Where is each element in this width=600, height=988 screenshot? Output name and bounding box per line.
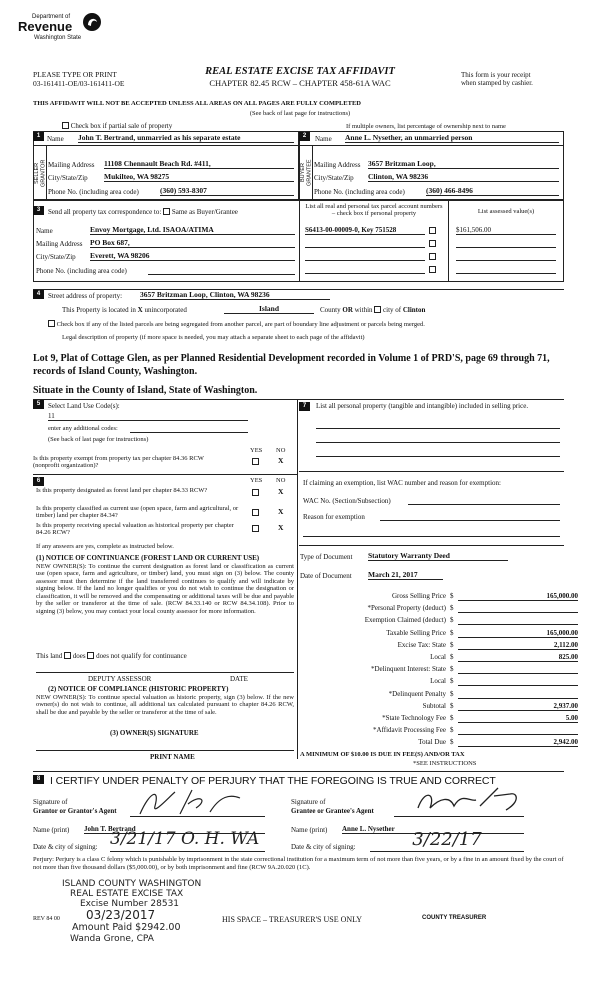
seller-mailing-label: Mailing Address xyxy=(48,161,95,169)
county-city-row xyxy=(320,306,425,314)
wac-field[interactable] xyxy=(408,496,560,505)
logo-swirl-icon xyxy=(82,12,102,32)
buyer-mailing-label: Mailing Address xyxy=(314,161,361,169)
fee-value-field[interactable] xyxy=(458,616,578,625)
personal-property-label: List all personal property (tangible and intangible) included in selling price. xyxy=(316,402,529,410)
segregated-label: Check box if any of the listed parcels are being segregated from another parcel, are part of boundary line adjustment or parcels being merged. xyxy=(56,321,425,328)
personal-property-line-1[interactable] xyxy=(316,428,560,429)
city-of-label: city of xyxy=(383,306,402,314)
located-row xyxy=(62,306,187,314)
fee-row xyxy=(300,616,592,626)
fee-row xyxy=(300,738,592,748)
dollar-sign: $ xyxy=(450,714,454,722)
grantee-sig-label-1: Signature of xyxy=(291,798,326,806)
street-address-field[interactable]: 3657 Britzman Loop, Clinton, WA 98236 xyxy=(140,291,330,300)
notice-2-title: (2) NOTICE OF COMPLIANCE (HISTORIC PROPERTY) xyxy=(48,685,229,693)
fee-row xyxy=(300,665,592,675)
see-back-note: (See back of last page for instructions) xyxy=(249,110,351,117)
reason-field-1[interactable] xyxy=(380,512,560,521)
grantee-agent-label: Grantee or Grantee's Agent xyxy=(291,807,374,815)
fee-label: Total Due xyxy=(418,738,446,747)
continuance-row xyxy=(36,652,187,660)
s6-yes-header: YES xyxy=(250,477,263,484)
seller-phone-label: Phone No. (including area code) xyxy=(48,188,139,196)
dollar-sign: $ xyxy=(450,592,454,600)
buyer-phone-label: Phone No. (including area code) xyxy=(314,188,405,196)
parcel-number-1[interactable]: S6413-00-00009-0, Key 751528 xyxy=(305,226,425,235)
forest-yes-checkbox[interactable] xyxy=(252,489,259,496)
section-6-number: 6 xyxy=(33,477,44,486)
seller-city-field[interactable]: Mukilteo, WA 98275 xyxy=(104,173,294,182)
reason-field-2[interactable] xyxy=(303,528,560,537)
fee-value-field[interactable]: 165,000.00 xyxy=(458,592,578,601)
additional-codes-label: enter any additional codes: xyxy=(48,425,118,432)
county-label: County xyxy=(320,306,341,314)
fee-value-field[interactable]: 2,937.00 xyxy=(458,702,578,711)
grantor-name-label: Name (print) xyxy=(33,826,70,834)
parcel-number-3[interactable] xyxy=(305,252,425,261)
this-land-label: This land xyxy=(36,652,63,660)
dollar-sign: $ xyxy=(450,738,454,747)
fee-row xyxy=(300,604,592,614)
fee-row xyxy=(300,690,592,700)
dollar-sign: $ xyxy=(450,689,454,698)
assessed-header: List assessed value(s) xyxy=(477,208,535,215)
grantee-date-field[interactable]: 3/22/17 xyxy=(370,830,524,852)
section-5-number: 5 xyxy=(33,400,44,409)
notice-1-text: NEW OWNER(S): To continue the current designation as forest land or classification as current use (open space, farm and agriculture, or timber) land, you must sign on (3) below. The county assessor must then determine if the land transferred continues to qualify and will indicate by signing below. If the land no longer qualifies or you do not wish to continue the designation or classification, it will be removed and the compensating or additional taxes will be due and payable by the seller or transferor at the time of sale. (RCW 84.33.140 or RCW 84.34.108). Prior to signing (3) below, you may contact your local county assessor for more information. xyxy=(36,563,294,615)
does-checkbox[interactable] xyxy=(64,652,71,659)
perjury-statement: Perjury: Perjury is a class C felony which is punishable by imprisonment in the state correctional institution for a maximum term of not more than five years, or by a fine in an amount fixed by the court of not more than five thousand dollars ($5,000.00), or by both imprisonment and fine (RCW 9A.20.020 (1C). xyxy=(33,856,564,872)
grantee-date-label: Date & city of signing: xyxy=(291,843,356,851)
land-use-label: Select Land Use Code(s): xyxy=(48,402,120,410)
located-x-mark[interactable]: X xyxy=(137,306,143,314)
same-as-buyer-checkbox[interactable] xyxy=(163,208,170,215)
seller-name-label: Name xyxy=(47,135,64,143)
fee-row xyxy=(300,653,592,663)
s5-yes-header: YES xyxy=(250,447,263,454)
grantor-date-label: Date & city of signing: xyxy=(33,843,98,851)
fee-row xyxy=(300,714,592,724)
dollar-sign: $ xyxy=(450,604,454,613)
parcel-2-personal-checkbox[interactable] xyxy=(429,240,436,247)
segregated-row xyxy=(48,320,425,328)
dollar-sign: $ xyxy=(450,726,454,735)
multiple-owners-note: If multiple owners, list percentage of ownership next to name xyxy=(346,123,506,130)
stamp-amount: Amount Paid $2942.00 xyxy=(72,922,181,933)
assessed-value-1[interactable]: $161,506.00 xyxy=(456,226,556,235)
grantee-name-label: Name (print) xyxy=(291,826,328,834)
minimum-fee-note: A MINIMUM OF $10.00 IS DUE IN FEE(S) AND/OR TAX xyxy=(300,751,465,758)
fee-label: Exemption Claimed (deduct) xyxy=(364,616,446,625)
fee-label: Excise Tax: State xyxy=(397,640,446,649)
buyer-name-field[interactable]: Anne L. Nysether, an unmarried person xyxy=(345,134,559,143)
buyer-city-field[interactable]: Clinton, WA 98236 xyxy=(368,173,559,182)
buyer-side-label: BUYER GRANTEE xyxy=(300,159,313,187)
parcel-header: List all real and personal tax parcel account numbers – check box if personal property xyxy=(305,203,443,218)
send-correspondence-label: Send all property tax correspondence to: xyxy=(48,208,162,216)
fee-label: Taxable Selling Price xyxy=(386,628,446,637)
s3-mailing-label: Mailing Address xyxy=(36,240,83,248)
s6-no-header: NO xyxy=(276,477,286,484)
county-treasurer-label: COUNTY TREASURER xyxy=(422,915,487,921)
or-label: OR xyxy=(342,306,353,314)
section-7-number: 7 xyxy=(299,402,310,411)
segregated-checkbox[interactable] xyxy=(48,320,55,327)
acceptance-notice: THIS AFFIDAVIT WILL NOT BE ACCEPTED UNLESS ALL AREAS ON ALL PAGES ARE FULLY COMPLETED xyxy=(33,100,361,107)
grantee-signature[interactable] xyxy=(410,782,530,818)
current-use-yes-checkbox[interactable] xyxy=(252,509,259,516)
print-name-label: PRINT NAME xyxy=(150,753,195,761)
dollar-sign: $ xyxy=(450,701,454,710)
dollar-sign: $ xyxy=(450,628,454,637)
forest-no-mark[interactable]: X xyxy=(278,487,284,496)
grantor-sig-label-1: Signature of xyxy=(33,798,68,806)
exemption-label: If claiming an exemption, list WAC number and reason for exemption: xyxy=(303,479,501,487)
fee-value-field[interactable] xyxy=(458,677,578,686)
logo-line-1: Department of xyxy=(32,14,71,20)
s3-phone-label: Phone No. (including area code) xyxy=(36,267,127,275)
assessed-value-4[interactable] xyxy=(456,265,556,274)
current-use-no-mark[interactable]: X xyxy=(278,507,284,516)
grantor-date-field[interactable]: 3/21/17 O. H. WA xyxy=(110,830,265,852)
s5-see-back: (See back of last page for instructions) xyxy=(48,436,149,443)
fee-value-field[interactable] xyxy=(458,604,578,613)
fee-row xyxy=(300,641,592,651)
date-label: DATE xyxy=(230,675,248,683)
dollar-sign: $ xyxy=(450,616,454,625)
fee-label: *Affidavit Processing Fee xyxy=(373,726,446,735)
fee-value-field[interactable]: 2,112.00 xyxy=(458,641,578,650)
reason-label: Reason for exemption xyxy=(303,513,365,521)
fee-value-field[interactable] xyxy=(458,690,578,699)
wac-label: WAC No. (Section/Subsection) xyxy=(303,497,391,505)
fee-label: *Personal Property (deduct) xyxy=(367,604,446,613)
fee-value-field[interactable]: 825.00 xyxy=(458,653,578,662)
historic-yes-checkbox[interactable] xyxy=(252,525,259,532)
doc-date-label: Date of Document xyxy=(300,572,352,580)
within-label: within xyxy=(354,306,373,314)
s3-phone-field[interactable] xyxy=(148,266,295,275)
form-subtitle: CHAPTER 82.45 RCW – CHAPTER 458-61A WAC xyxy=(209,78,391,88)
parcel-4-personal-checkbox[interactable] xyxy=(429,266,436,273)
treasurer-use-label: HIS SPACE – TREASURER'S USE ONLY xyxy=(222,915,363,924)
doc-type-field[interactable]: Statutory Warranty Deed xyxy=(368,552,508,561)
doc-date-field[interactable]: March 21, 2017 xyxy=(368,571,443,580)
s3-name-label: Name xyxy=(36,227,53,235)
s3-city-label: City/State/Zip xyxy=(36,253,76,261)
does-not-label: does not qualify for continuance xyxy=(96,652,187,660)
fee-label: *Delinquent Penalty xyxy=(388,689,446,698)
land-use-field[interactable]: 11 xyxy=(48,412,248,421)
buyer-phone-field[interactable]: (360) 466-8496 xyxy=(426,187,559,196)
section-3-number: 3 xyxy=(33,206,44,215)
fee-row xyxy=(300,726,592,736)
stamp-line-3: Excise Number 28531 xyxy=(80,899,180,909)
rev-label: REV 84 00 xyxy=(33,916,60,922)
located-label: This Property is located in xyxy=(62,306,136,314)
seller-phone-field[interactable]: (360) 593-8307 xyxy=(160,187,294,196)
certify-statement: I CERTIFY UNDER PENALTY OF PERJURY THAT THE FOREGOING IS TRUE AND CORRECT xyxy=(50,775,496,787)
fee-label: Subtotal xyxy=(422,701,446,710)
fee-label: *State Technology Fee xyxy=(382,714,446,722)
assessed-value-3[interactable] xyxy=(456,252,556,261)
personal-property-line-3[interactable] xyxy=(316,456,560,457)
historic-question: Is this property receiving special valuation as historical property per chapter 84.26 RCW? xyxy=(36,522,234,537)
section-4-number: 4 xyxy=(33,290,44,299)
legal-description-text[interactable]: Lot 9, Plat of Cottage Glen, as per Planned Residential Development recorded in Volume 1 of PRD'S, page 69 through 71, records of Island County, Washington. xyxy=(33,353,550,377)
does-not-checkbox[interactable] xyxy=(87,652,94,659)
seller-mailing-field[interactable]: 11108 Chennault Beach Rd. #411, xyxy=(104,160,294,169)
grantee-name-field[interactable]: Anne L. Nysether xyxy=(342,825,524,834)
personal-property-line-2[interactable] xyxy=(316,442,560,443)
fee-row xyxy=(300,629,592,639)
parcel-number-2[interactable] xyxy=(305,239,425,248)
s5-no-header: NO xyxy=(276,447,286,454)
header-right-2: when stamped by cashier. xyxy=(461,79,533,87)
buyer-name-label: Name xyxy=(315,135,332,143)
see-instructions-note: *SEE INSTRUCTIONS xyxy=(413,760,477,767)
exempt-no-mark[interactable]: X xyxy=(278,456,284,465)
does-label: does xyxy=(72,652,86,660)
fee-label: *Delinquent Interest: State xyxy=(370,665,446,674)
fee-row xyxy=(300,592,592,602)
fee-row xyxy=(300,702,592,712)
send-correspondence-row xyxy=(48,208,238,216)
parcel-3-personal-checkbox[interactable] xyxy=(429,253,436,260)
unincorporated-label: unincorporated xyxy=(144,306,187,314)
doc-type-label: Type of Document xyxy=(300,553,353,561)
s3-mailing-field[interactable]: PO Box 687, xyxy=(90,239,295,248)
dor-logo xyxy=(16,12,106,48)
stamp-name: Wanda Grone, CPA xyxy=(70,934,154,944)
section-8-number: 8 xyxy=(33,775,44,784)
logo-line-3: Washington State xyxy=(34,35,82,41)
fee-label: Local xyxy=(430,653,446,661)
seller-side-label: SELLER GRANTOR xyxy=(34,159,47,187)
section-2-number: 2 xyxy=(299,132,310,141)
grantor-signature[interactable] xyxy=(130,786,265,820)
exempt-yes-checkbox[interactable] xyxy=(252,458,259,465)
buyer-mailing-field[interactable]: 3657 Britzman Loop, xyxy=(368,160,559,169)
assessed-value-2[interactable] xyxy=(456,239,556,248)
fee-value-field[interactable] xyxy=(458,665,578,674)
fee-value-field[interactable] xyxy=(458,726,578,735)
fee-value-field[interactable]: 2,942.00 xyxy=(458,738,578,747)
if-yes-note: If any answers are yes, complete as instructed below. xyxy=(36,543,174,550)
dollar-sign: $ xyxy=(450,640,454,649)
parcel-1-personal-checkbox[interactable] xyxy=(429,227,436,234)
buyer-city-label: City/State/Zip xyxy=(314,174,354,182)
s3-name-field[interactable]: Envoy Mortgage, Ltd. ISAOA/ATIMA xyxy=(90,226,295,235)
notice-2-text: NEW OWNER(S): To continue special valuation as historic property, sign (3) below. If the new owner(s) do not wish to continue, all additional tax calculated pursuant to chapter 84.26 RCW, shall be due and payable by the seller or transferor at the time of sale. xyxy=(36,694,294,716)
fee-label: Local xyxy=(430,677,446,686)
stamp-line-1: ISLAND COUNTY WASHINGTON xyxy=(62,879,202,889)
within-city-checkbox[interactable] xyxy=(374,306,381,313)
deputy-assessor-label: DEPUTY ASSESSOR xyxy=(88,675,152,683)
exempt-question: Is this property exempt from property tax per chapter 84.36 RCW (nonprofit organization)? xyxy=(33,455,204,470)
header-right-1: This form is your receipt xyxy=(461,71,531,79)
fee-row xyxy=(300,677,592,687)
partial-sale-checkbox[interactable] xyxy=(62,122,69,129)
current-use-question: Is this property classified as current use (open space, farm and agricultural, or timber) land per chapter 84.34? xyxy=(36,505,239,520)
header-left-2: 03-161411-OE/03-161411-OE xyxy=(33,79,125,88)
same-as-buyer-label: Same as Buyer/Grantee xyxy=(171,208,238,216)
grantor-agent-label: Grantor or Grantor's Agent xyxy=(33,807,117,815)
dollar-sign: $ xyxy=(450,665,454,674)
stamp-date: 03/23/2017 xyxy=(86,908,156,922)
dollar-sign: $ xyxy=(450,677,454,686)
fee-value-field[interactable]: 5.00 xyxy=(458,714,578,723)
seller-city-label: City/State/Zip xyxy=(48,174,88,182)
fee-value-field[interactable]: 165,000.00 xyxy=(458,629,578,638)
parcel-number-4[interactable] xyxy=(305,265,425,274)
partial-sale-label: Check box if partial sale of property xyxy=(70,122,173,130)
s3-city-field[interactable]: Everett, WA 98206 xyxy=(90,252,295,261)
city-field[interactable]: Clinton xyxy=(402,306,426,314)
county-field[interactable]: Island xyxy=(224,305,314,314)
forest-question: Is this property designated as forest land per chapter 84.33 RCW? xyxy=(36,487,208,494)
partial-sale-row xyxy=(62,122,172,130)
street-address-label: Street address of property: xyxy=(48,292,123,300)
situate-text: Situate in the County of Island, State of Washington. xyxy=(33,385,258,396)
historic-no-mark[interactable]: X xyxy=(278,523,284,532)
stamp-line-2: REAL ESTATE EXCISE TAX xyxy=(70,889,184,899)
form-title: REAL ESTATE EXCISE TAX AFFIDAVIT xyxy=(205,66,395,77)
seller-name-field[interactable]: John T. Bertrand, unmarried as his separate estate xyxy=(78,134,294,143)
grantor-name-field[interactable]: John T. Bertrand xyxy=(84,825,265,834)
owner-signature-label: (3) OWNER(S) SIGNATURE xyxy=(110,729,199,737)
logo-line-2: Revenue xyxy=(18,19,73,34)
legal-description-label: Legal description of property (if more space is needed, you may attach a separate sheet to each page of the affidavit) xyxy=(62,334,365,341)
fee-label: Gross Selling Price xyxy=(391,592,446,600)
additional-codes-field[interactable] xyxy=(130,424,248,433)
dollar-sign: $ xyxy=(450,653,454,661)
section-1-number: 1 xyxy=(33,132,44,141)
header-left-1: PLEASE TYPE OR PRINT xyxy=(33,70,117,79)
notice-1-title: (1) NOTICE OF CONTINUANCE (FOREST LAND OR CURRENT USE) xyxy=(36,554,260,562)
